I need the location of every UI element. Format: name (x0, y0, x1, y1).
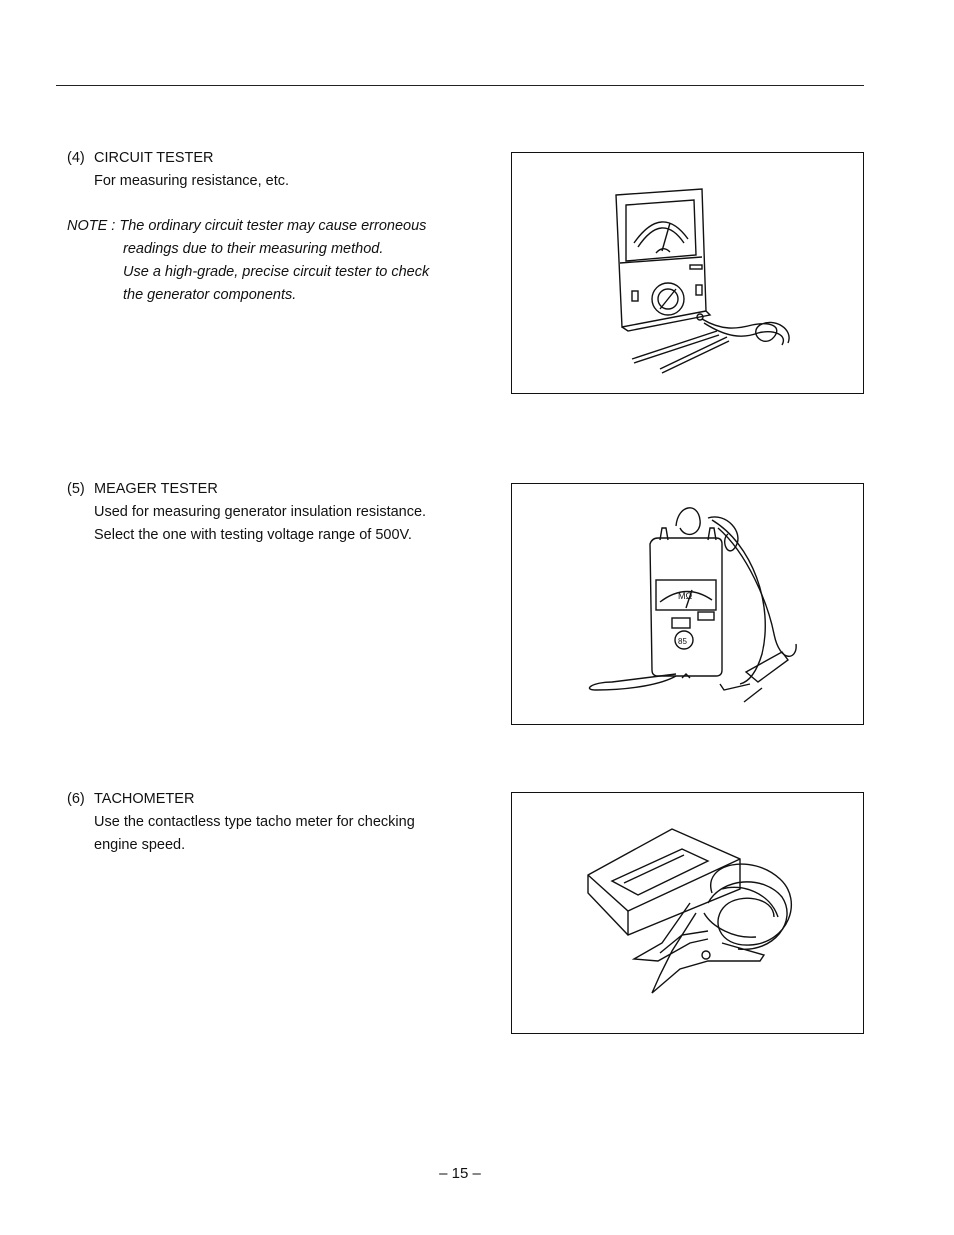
section-heading (67, 478, 467, 501)
section-number: (5) (67, 481, 85, 497)
note-block (67, 215, 467, 307)
section-number: (6) (67, 791, 85, 807)
note-line: the generator components. (123, 287, 297, 303)
section-body-line: Use the contactless type tacho meter for checking (94, 814, 415, 830)
header-rule (56, 85, 864, 86)
section-heading (67, 788, 467, 811)
tachometer-illustration (512, 793, 863, 1033)
section-body-line: Select the one with testing voltage range of 500V. (94, 527, 412, 543)
note-line: Use a high-grade, precise circuit tester to check (123, 264, 430, 280)
note-lead: NOTE : The ordinary circuit tester may cause erroneous (67, 218, 427, 234)
section-circuit-tester (67, 147, 467, 307)
section-title: MEAGER TESTER (94, 481, 218, 497)
section-number: (4) (67, 150, 85, 166)
note-line: readings due to their measuring method. (123, 241, 384, 257)
page-number: – 15 – (439, 1165, 481, 1182)
section-title: CIRCUIT TESTER (94, 150, 214, 166)
meager-tester-illustration (512, 484, 863, 724)
circuit-tester-illustration (512, 153, 863, 393)
section-body-line: engine speed. (94, 837, 186, 853)
figure-tachometer (511, 792, 864, 1034)
section-tachometer (67, 788, 467, 857)
dial-label: 85 (678, 637, 687, 646)
figure-circuit-tester (511, 152, 864, 394)
section-title: TACHOMETER (94, 791, 195, 807)
figure-meager-tester (511, 483, 864, 725)
section-body-line: Used for measuring generator insulation resistance. (94, 504, 427, 520)
section-body-line: For measuring resistance, etc. (94, 173, 290, 189)
section-meager-tester (67, 478, 467, 547)
meter-scale-label: MΩ (678, 591, 693, 601)
section-heading (67, 147, 467, 170)
